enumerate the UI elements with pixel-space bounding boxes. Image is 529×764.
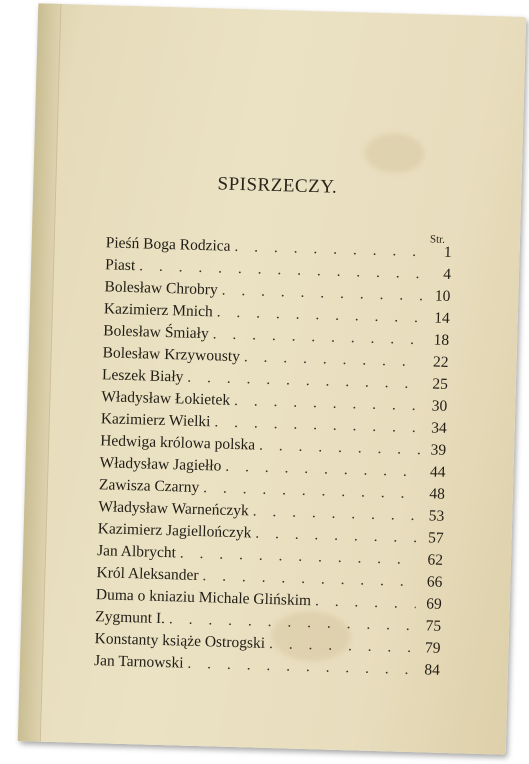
toc-entry-page: 44 (429, 463, 446, 481)
book-page (18, 3, 526, 754)
dot-leader (244, 348, 423, 371)
page-spine (18, 3, 62, 741)
toc-entry-title: Kazimierz Jagiellończyk (97, 520, 252, 542)
toc-entry-page: 14 (434, 309, 450, 327)
dot-leader (234, 392, 422, 415)
toc-entry-page: 57 (427, 529, 444, 547)
toc-entry-title: Kazimierz Mnich (103, 300, 213, 321)
toc-entry-title: Bolesław Śmiały (103, 322, 209, 343)
dot-leader (234, 238, 426, 261)
dot-leader (259, 437, 420, 459)
dot-leader (255, 525, 418, 548)
toc-entry-page: 10 (434, 287, 451, 305)
toc-entry-page: 79 (424, 639, 441, 657)
toc-entry-page: 84 (424, 661, 441, 679)
toc-entry-title: Jan Tarnowski (93, 652, 184, 672)
page-title: SPISRZECZY. (217, 173, 338, 198)
toc-entry-title: Duma o kniaziu Michale Glińskim (95, 586, 312, 610)
toc-entry-title: Król Aleksander (96, 564, 199, 585)
toc-entry-page: 53 (428, 507, 445, 525)
toc-entry-title: Pieśń Boga Rodzica (105, 234, 231, 255)
toc-entry-page: 48 (429, 485, 446, 503)
toc-entry-page: 34 (430, 419, 447, 437)
toc-entry-title: Kazimierz Wielki (100, 410, 211, 431)
toc-entry-title: Konstanty książe Ostrogski (94, 630, 266, 652)
toc-entry-title: Władysław Łokietek (101, 388, 231, 409)
table-of-contents (94, 234, 452, 683)
toc-entry-title: Władysław Jagiełło (99, 454, 222, 475)
toc-entry-page: 1 (443, 243, 452, 261)
toc-entry-page: 75 (425, 617, 442, 635)
toc-entry-title: Jan Albrycht (96, 542, 177, 562)
toc-entry-page: 4 (443, 265, 452, 283)
toc-entry-title: Zygmunt I. (95, 608, 166, 628)
toc-entry-page: 66 (426, 573, 443, 591)
dot-leader (269, 635, 415, 657)
toc-entry-title: Piast (104, 256, 136, 275)
toc-entry-title: Hedwiga królowa polska (99, 432, 256, 454)
toc-entry-page: 62 (427, 551, 444, 569)
toc-entry-title: Leszek Biały (101, 366, 184, 386)
page-column-label: Str. (429, 233, 446, 246)
toc-entry-page: 30 (431, 397, 448, 415)
toc-entry-page: 69 (426, 595, 443, 613)
toc-entry-title: Bolesław Krzywousty (102, 344, 241, 366)
toc-entry-page: 22 (432, 353, 449, 371)
toc-entry-page: 25 (432, 375, 449, 393)
toc-entry-page: 39 (430, 441, 447, 459)
dot-leader (315, 592, 416, 613)
paper-stain (364, 132, 425, 174)
toc-entry-title: Zawisza Czarny (98, 476, 200, 497)
toc-entry-title: Bolesław Chrobry (104, 278, 218, 299)
dot-leader (252, 503, 418, 526)
toc-entry-title: Władysław Warneńczyk (98, 498, 249, 520)
toc-entry-page: 18 (433, 331, 450, 349)
